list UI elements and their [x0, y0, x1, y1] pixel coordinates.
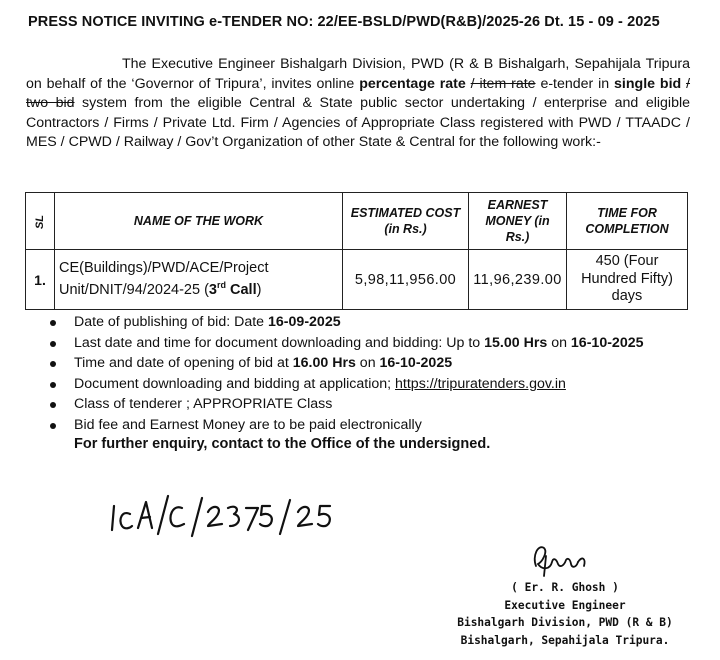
bullet-icon [50, 341, 56, 347]
handwritten-reference-number [108, 486, 338, 544]
bullet-icon [50, 423, 56, 429]
list-item: Last date and time for document downloading and bidding: Up to 15.00 Hrs on 16-10-2025 [48, 333, 698, 354]
tender-portal-link[interactable]: https://tripuratenders.gov.in [395, 375, 566, 392]
header-name-of-work: NAME OF THE WORK [55, 193, 343, 250]
signatory-designation: Executive Engineer [504, 598, 626, 612]
signatory-division: Bishalgarh Division, PWD (R & B) [457, 616, 673, 629]
intro-strike-bid: / two bid [26, 75, 691, 112]
row-name-of-work: CE(Buildings)/PWD/ACE/Project Unit/DNIT/94/2024-25 (3rd Call) [55, 250, 343, 310]
table-header-row [26, 193, 688, 250]
signatory-place: Bishalgarh, Sepahijala Tripura. [460, 633, 670, 647]
intro-paragraph [26, 55, 690, 153]
row-time-for-completion: 450 (Four Hundred Fifty) days [567, 250, 688, 310]
details-list [48, 312, 698, 436]
intro-strike-rate: / item rate [470, 75, 536, 92]
list-item: Date of publishing of bid: Date 16-09-2025 [48, 312, 698, 333]
row-sl: 1. [26, 250, 55, 310]
list-item: Document downloading and bidding at application; https://tripuratenders.gov.in [48, 374, 698, 395]
row-estimated-cost: 5,98,11,956.00 [343, 250, 469, 310]
intro-text-1: The Executive Engineer Bishalgarh Division, PWD (R & B Bishalgarh, Sepahijala Tripura on behalf of the ‘Governor of Tripura’, invites online [26, 56, 690, 92]
row-earnest-money: 11,96,239.00 [469, 250, 567, 310]
notice-title: PRESS NOTICE INVITING e-TENDER NO: 22/EE-BSLD/PWD(R&B)/2025-26 Dt. 15 - 09 - 2025 [28, 14, 660, 30]
bullet-icon [50, 382, 56, 388]
list-item: Time and date of opening of bid at 16.00 Hrs on 16-10-2025 [48, 353, 698, 374]
list-item: Class of tenderer ; APPROPRIATE Class [48, 394, 698, 415]
bullet-icon [50, 361, 56, 367]
header-earnest-money: EARNEST MONEY (in Rs.) [469, 193, 567, 250]
intro-text-2: e-tender in [535, 75, 615, 92]
signatory-block [455, 579, 675, 649]
intro-bold-rate: percentage rate [359, 75, 466, 92]
intro-bold-bid: single bid [614, 75, 682, 92]
bullet-icon [50, 320, 56, 326]
table-row [26, 250, 688, 310]
enquiry-note: For further enquiry, contact to the Office of the undersigned. [74, 436, 491, 452]
header-estimated-cost: ESTIMATED COST (in Rs.) [343, 193, 469, 250]
works-table [25, 192, 688, 310]
intro-text-3: system from the eligible Central & State public sector undertaking / enterprise and eligible Contractors / Firms / Private Ltd. Firm / Agencies of Appropriate Class registered with PWD / TTAADC / MES / CPWD / Railway / Gov’t Organization of other State & Central for the following work:- [26, 95, 690, 151]
list-item: Bid fee and Earnest Money are to be paid electronically [48, 415, 698, 436]
signatory-name: ( Er. R. Ghosh ) [511, 581, 619, 594]
bullet-icon [50, 402, 56, 408]
header-sl: SL [26, 193, 55, 250]
header-time-for-completion: TIME FOR COMPLETION [567, 193, 688, 250]
signature [528, 536, 600, 580]
